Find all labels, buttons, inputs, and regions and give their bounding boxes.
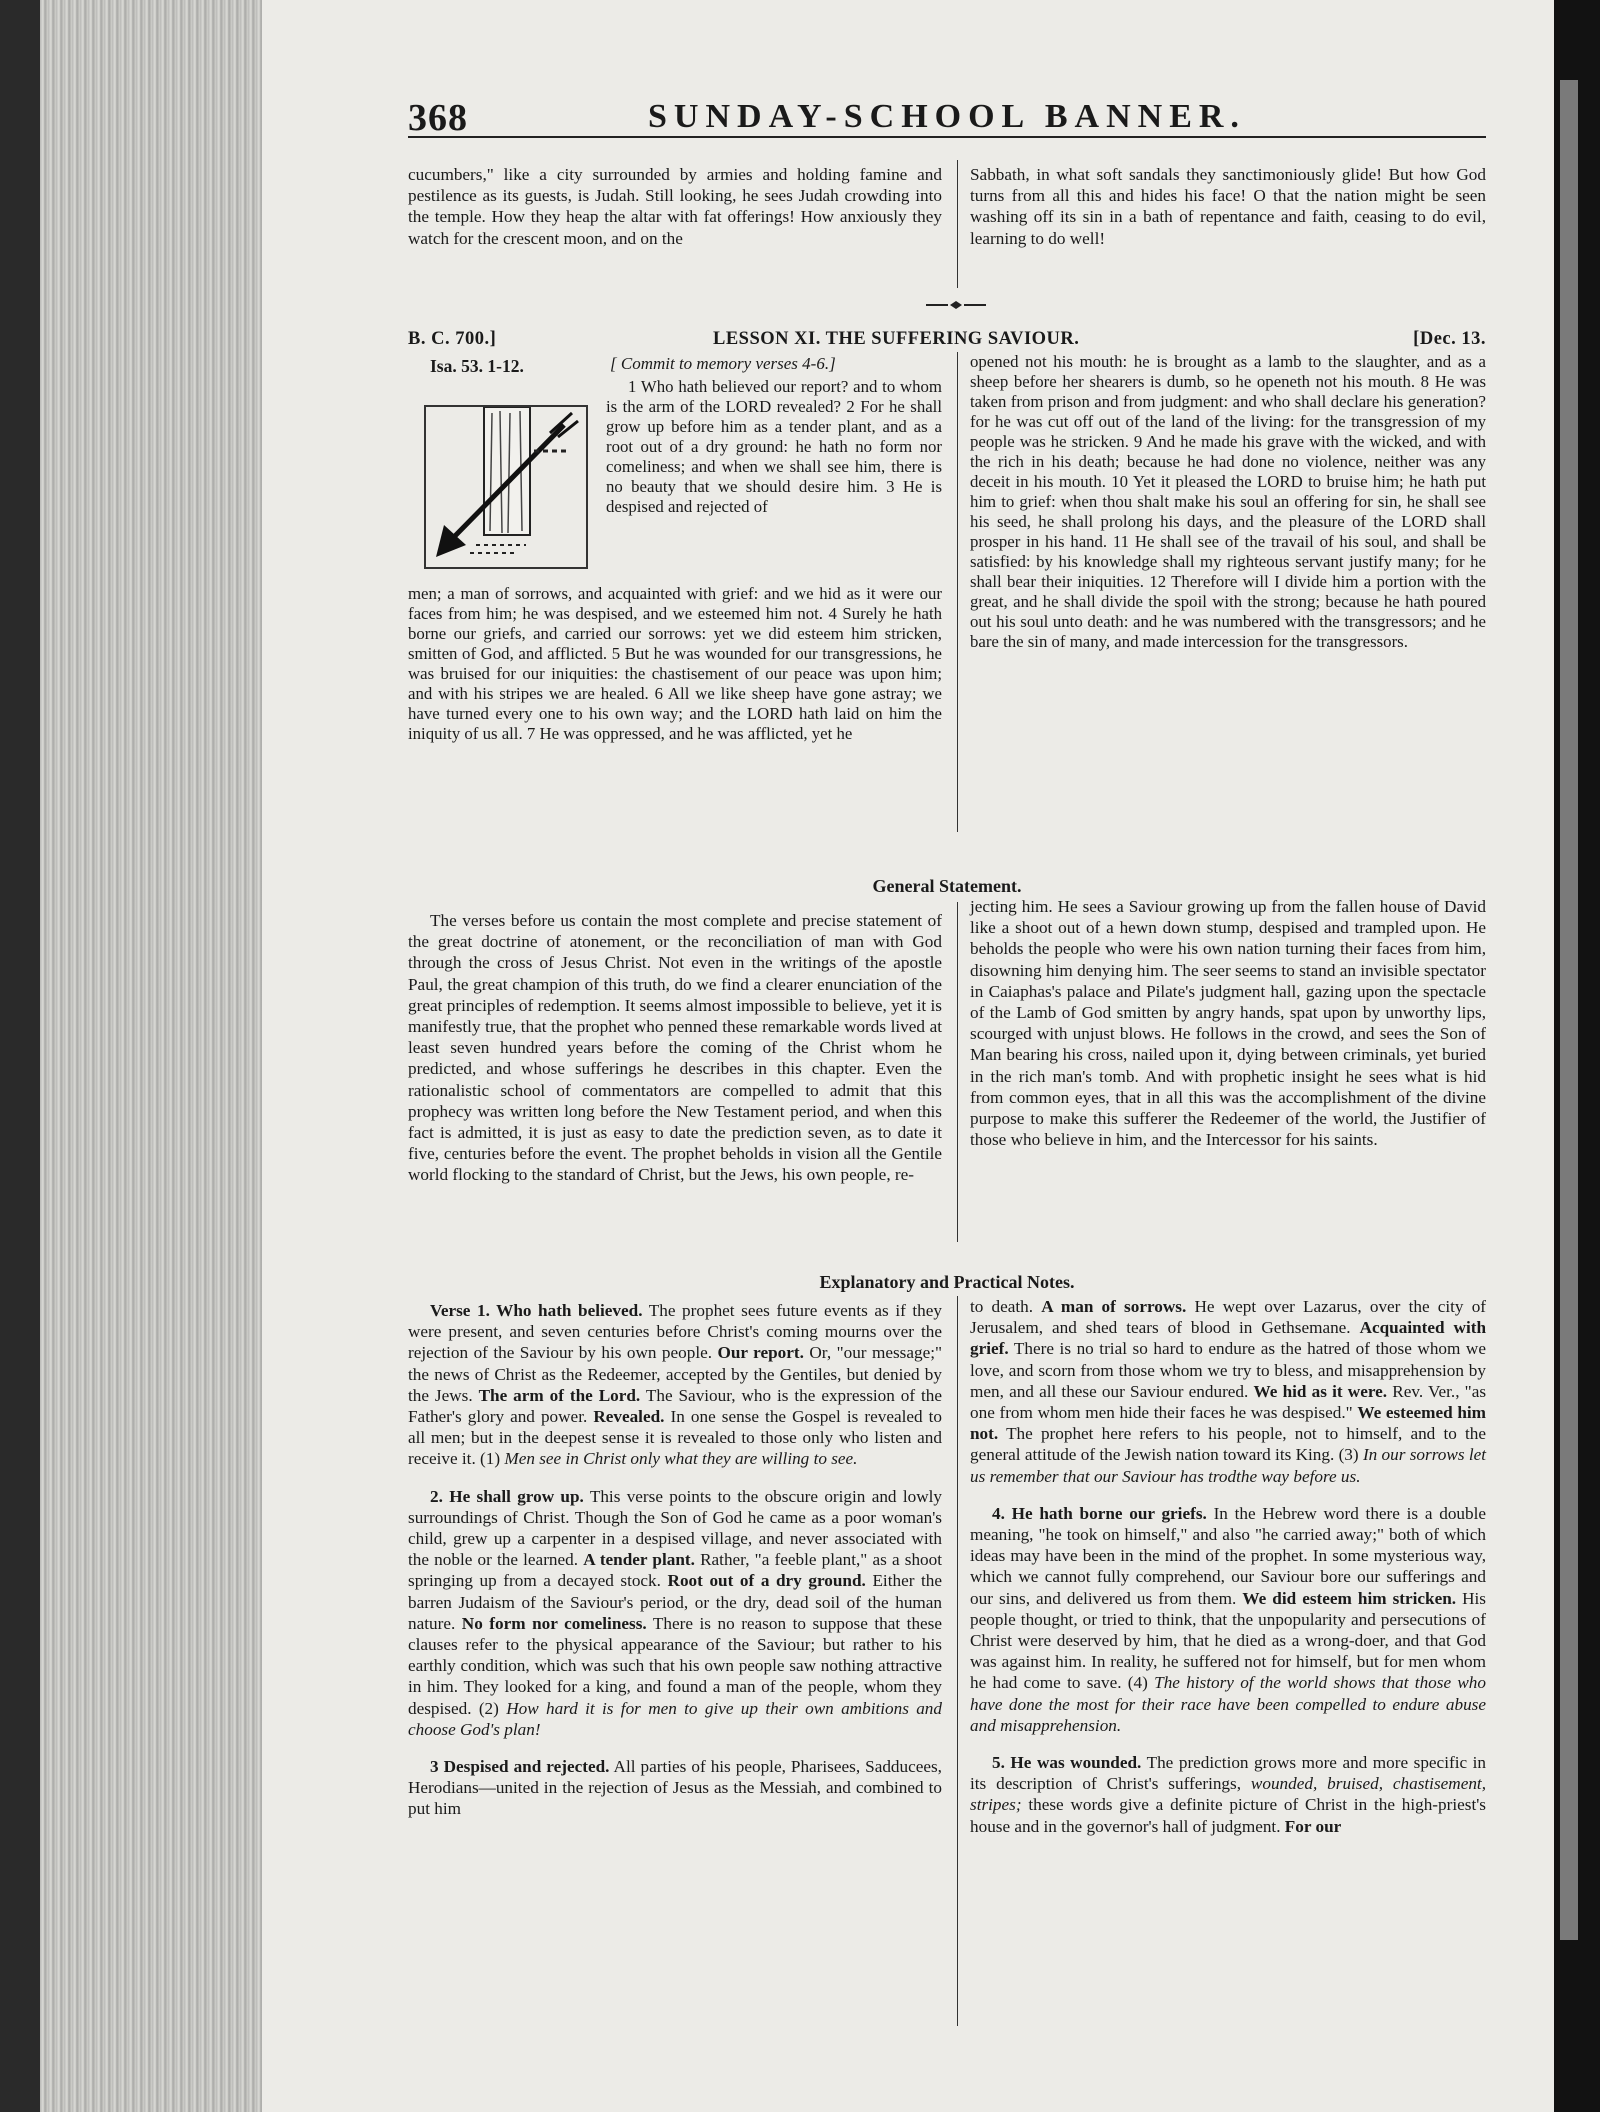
ornament-divider-icon	[926, 300, 986, 310]
column-divider	[957, 1296, 958, 2026]
note-verse-3-continued: to death. A man of sorrows. He wept over Lazarus, over the city of Jerusalem, and shed tears of blood in Gethsemane. Acquainted with grief. There is no trial so hard to endure as the hatred of those whom we love, and scorn from those whom we try to bless, and misapprehension by men, and all these our Saviour endured. We hid as it were. Rev. Ver., "as one from whom men hide their faces he was despised." We esteemed him not. The prophet here refers to his people, not to himself, and to the general attitude of the Jewish nation toward its King. (3) In our sorrows let us remember that our Saviour has trodthe way before us.	[970, 1297, 1487, 1486]
column-divider	[957, 160, 958, 288]
lesson-date-bc: B. C. 700.]	[408, 329, 497, 349]
intro-left-column	[408, 164, 942, 249]
verses-3-7: men; a man of sorrows, and acquainted with grief: and we hid as it were our faces from him; he was despised, and we esteemed him not. 4 Surely he hath borne our griefs, and carried our sorrows: yet we did esteem him stricken, smitten of God, and afflicted. 5 But he was wounded for our transgressions, he was bruised for our iniquities: the chastisement of our peace was upon him; and with his stripes we are healed. 6 All we like sheep have gone astray; we have turned every one to his own way; and the LORD hath laid on him the iniquity of us all. 7 He was oppressed, and he was afflicted, yet he	[408, 584, 942, 743]
note-5-heading: 5. He was wounded.	[992, 1753, 1142, 1773]
book-spine-shadow	[0, 0, 40, 2112]
general-statement-left-text: The verses before us contain the most complete and precise statement of the great doctrine of atonement, or the reconciliation of man with God through the cross of Jesus Christ. Not even in the writings of the apostle Paul, the great champion of this truth, do we find a clearer enunciation of the great principles of redemption. It seems almost impossible to believe, yet it is manifestly true, that the prophet who penned these remarkable words lived at least seven hundred years before the coming of the Christ whom he predicted, and whose sufferings he describes in this chapter. Even the rationalistic school of commentators are compelled to admit that this prophecy was written long before the New Testament period, and when this fact is admitted, it is just as easy to date the prediction seven, as to date it five, centuries before the event. The prophet beholds in vision all the Gentile world flocking to the standard of Christ, but the Jews, his own people, re-	[408, 911, 942, 1185]
lesson-heading	[408, 329, 1486, 353]
intro-right-column	[970, 164, 1486, 249]
lesson-title: LESSON XI. THE SUFFERING SAVIOUR.	[713, 329, 1080, 349]
note-verse-4: 4. He hath borne our griefs. In the Hebrew word there is a double meaning, "he took on himself," and also "he carried away;" both of which ideas may have been in the mind of the prophet. In some mysterious way, which we cannot fully comprehend, our Saviour bore our sufferings and our sins, and delivered us from them. We did esteem him stricken. His people thought, or tried to think, that the unpopularity and persecutions of Christ were deserved by him, that he died as a wrong-doer, and that God was against him. In reality, he suffered not for himself, but for men whom he had come to save. (4) The history of the world shows that those who have done the most for their race have been compelled to endure abuse and misapprehension.	[970, 1503, 1487, 1735]
scan-strip	[1560, 80, 1578, 1940]
lesson-date: [Dec. 13.	[1413, 329, 1486, 349]
column-divider	[957, 352, 958, 832]
general-statement-heading: General Statement.	[872, 876, 1022, 896]
running-title: SUNDAY-SCHOOL BANNER.	[648, 98, 1246, 135]
pierced-wood-illustration	[424, 405, 588, 569]
verses-7-12: opened not his mouth: he is brought as a lamb to the slaughter, and as a sheep before her shearers is dumb, so he openeth not his mouth. 8 He was taken from prison and from judgment: and who shall declare his generation? for he was cut off out of the land of the living: for the transgression of my people was he stricken. 9 And he made his grave with the wicked, and with the rich in his death; because he had done no violence, neither was any deceit in his mouth. 10 Yet it pleased the LORD to bruise him; he hath put him to grief: when thou shalt make his soul an offering for sin, he shall see his seed, he shall prolong his days, and the pleasure of the LORD shall prosper in his hand. 11 He shall see of the travail of his soul, and shall be satisfied: by his knowledge shall my righteous servant justify many; for he shall bear their iniquities. 12 Therefore will I divide him a portion with the great, and he shall divide the spoil with the strong; because he hath poured out his soul unto death: and he was numbered with the transgressors; and he bare the sin of many, and made intercession for the transgressors.	[970, 352, 1486, 651]
verses-narrow-column	[606, 377, 942, 517]
note-verse-2: 2. He shall grow up. This verse points to the obscure origin and lowly surroundings of Christ. Though the Son of God he came as a poor woman's child, grew up a carpenter in a despised village, and never associated with the noble or the learned. A tender plant. Rather, "a feeble plant," as a shoot springing up from a decayed stock. Root out of a dry ground. Either the barren Judaism of the Saviour's period, or the dry, dead soil of the human nature. No form nor comeliness. There is no reason to suppose that these clauses refer to the physical appearance of the Saviour; but rather to his earthly condition, which was such that his own people saw nothing attractive in him. They looked for a king, and found a man of the people, whom they despised. (2) How hard it is for men to give up their own ambitions and choose God's plan!	[408, 1486, 943, 1739]
memory-verses-note: [ Commit to memory verses 4-6.]	[610, 354, 836, 373]
verses-right-column	[970, 352, 1486, 652]
notes-heading: Explanatory and Practical Notes.	[819, 1272, 1075, 1292]
page-number: 368	[408, 97, 468, 139]
verses-1-3: 1 Who hath believed our report? and to whom is the arm of the LORD revealed? 2 For he shall grow up before him as a tender plant, and as a root out of a dry ground: he hath no form nor comeliness; and when we shall see him, there is no beauty that we should desire him. 3 He is despised and rejected of	[606, 377, 942, 516]
note-verse-5: 5. He was wounded. The prediction grows more and more specific in its description of Christ's sufferings, wounded, bruised, chastisement, stripes; these words give a definite picture of Christ in the high-priest's house and in the governor's hall of judgment. For our	[970, 1753, 1487, 1836]
note-4-heading: 4. He hath borne our griefs.	[992, 1503, 1207, 1523]
notes-left-column	[408, 1300, 942, 1820]
general-statement-right-text: jecting him. He sees a Saviour growing up from the fallen house of David like a shoot out of a hewn down stump, despised and trampled upon. He beholds the people who were his own nation turning their faces from him, disowning him denying him. The seer seems to stand an invisible spectator in Caiaphas's palace and Pilate's judgment hall, gazing upon the spectacle of the Lamb of God smitten by angry hands, spat upon by unworthy lips, scourged with unjust blows. He follows in the crowd, and sees the Son of Man bearing his cross, nailed upon it, dying between criminals, yet buried in the rich man's tomb. And with prophetic insight he sees what is hid from common eyes, that in all this was the accomplishment of the divine purpose to make this sufferer the Redeemer of the world, the Justifier of those who believe in him, and the Intercessor for his saints.	[970, 897, 1486, 1150]
note-2-heading: 2. He shall grow up.	[430, 1486, 584, 1506]
general-statement-right	[970, 896, 1486, 1150]
running-header	[408, 96, 1488, 140]
intro-right-text: Sabbath, in what soft sandals they sanctimoniously glide! But how God turns from all this and hides his face! O that the nation might be seen washing off its sin in a bath of repentance and faith, ceasing to do evil, learning to do well!	[970, 165, 1486, 248]
intro-left-text: cucumbers," like a city surrounded by armies and holding famine and pestilence as its guests, is Judah. Still looking, he sees Judah crowding into the temple. How they heap the altar with fat offerings! How anxiously they watch for the crescent moon, and on the	[408, 165, 942, 248]
arrow-wood-icon	[426, 407, 582, 563]
notes-right-column	[970, 1296, 1486, 1837]
note-3-heading: 3 Despised and rejected.	[430, 1757, 610, 1777]
note-verse-1: Verse 1. Who hath believed. The prophet sees future events as if they were present, and seven centuries before Christ's coming mourns over the rejection of the Saviour by his own people. Our report. Or, "our message;" the news of Christ as the Redeemer, accepted by the Gentiles, but denied by the Jews. The arm of the Lord. The Saviour, who is the expression of the Father's glory and power. Revealed. In one sense the Gospel is revealed to all men; but in the deepest sense it is revealed to those only who listen and receive it. (1) Men see in Christ only what they are willing to see.	[408, 1301, 943, 1469]
header-rule	[408, 136, 1486, 138]
general-statement-left	[408, 910, 942, 1186]
note-1-heading: Verse 1. Who hath believed.	[430, 1301, 643, 1320]
column-divider	[957, 902, 958, 1242]
scripture-reference: Isa. 53. 1-12.	[430, 356, 524, 376]
verses-left-column	[408, 584, 942, 744]
note-verse-3: 3 Despised and rejected. All parties of his people, Pharisees, Sadducees, Herodians—united in the rejection of Jesus as the Messiah, and combined to put him	[408, 1757, 942, 1819]
